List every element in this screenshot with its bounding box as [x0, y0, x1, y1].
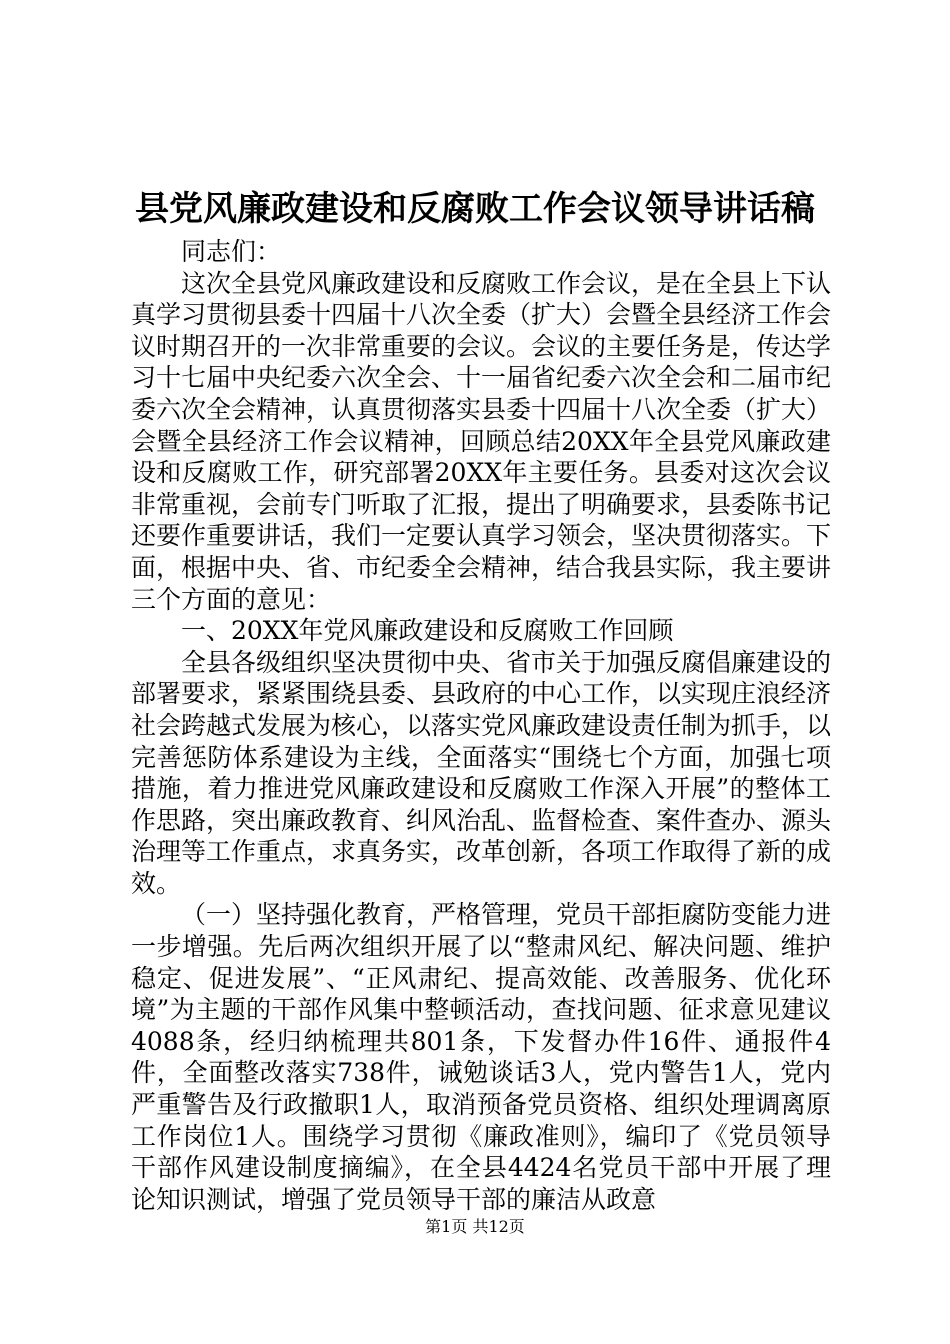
document-body [131, 236, 831, 1215]
paragraph-subsection-1: （一）坚持强化教育，严格管理，党员干部拒腐防变能力进一步增强。先后两次组织开展了以“整肃风纪、解决问题、维护稳定、促进发展”、“正风肃纪、提高效能、改善服务、优化环境”为主题的干部作风集中整顿活动，查找问题、征求意见建议4088条，经归纳梳理共801条，下发督办件16件、通报件4件，全面整改落实738件，诫勉谈话3人，党内警告1人，党内严重警告及行政撤职1人，取消预备党员资格、组织处理调离原工作岗位1人。围绕学习贯彻《廉政准则》，编印了《党员领导干部作风建设制度摘编》，在全县4424名党员干部中开展了理论知识测试，增强了党员领导干部的廉洁从政意 [131, 900, 832, 1214]
paragraph-review: 全县各级组织坚决贯彻中央、省市关于加强反腐倡廉建设的部署要求，紧紧围绕县委、县政府的中心工作，以实现庄浪经济社会跨越式发展为核心，以落实党风廉政建设责任制为抓手，以完善惩防体系建设为主线，全面落实“围绕七个方面，加强七项措施，着力推进党风廉政建设和反腐败工作深入开展”的整体工作思路，突出廉政教育、纠风治乱、监督检查、案件查办、源头治理等工作重点，求真务实，改革创新，各项工作取得了新的成效。 [131, 647, 832, 898]
section-heading: 一、20XX年党风廉政建设和反腐败工作回顾 [181, 616, 674, 646]
document-title: 县党风廉政建设和反腐败工作会议领导讲话稿 [135, 189, 815, 229]
page-number: 第1页 共12页 [425, 1217, 525, 1236]
paragraph-salutation: 同志们： [181, 237, 282, 266]
paragraph-intro: 这次全县党风廉政建设和反腐败工作会议，是在全县上下认真学习贯彻县委十四届十八次全委（扩大）会暨全县经济工作会议时期召开的一次非常重要的会议。会议的主要任务是，传达学习十七届中央纪委六次全会、十一届省纪委六次全会和二届市纪委六次全会精神，认真贯彻落实县委十四届十八次全委（扩大）会暨全县经济工作会议精神，回顾总结20XX年全县党风廉政建设和反腐败工作，研究部署20XX年主要任务。县委对这次会议非常重视，会前专门听取了汇报，提出了明确要求，县委陈书记还要作重要讲话，我们一定要认真学习领会，坚决贯彻落实。下面，根据中央、省、市纪委全会精神，结合我县实际，我主要讲三个方面的意见： [131, 268, 832, 614]
